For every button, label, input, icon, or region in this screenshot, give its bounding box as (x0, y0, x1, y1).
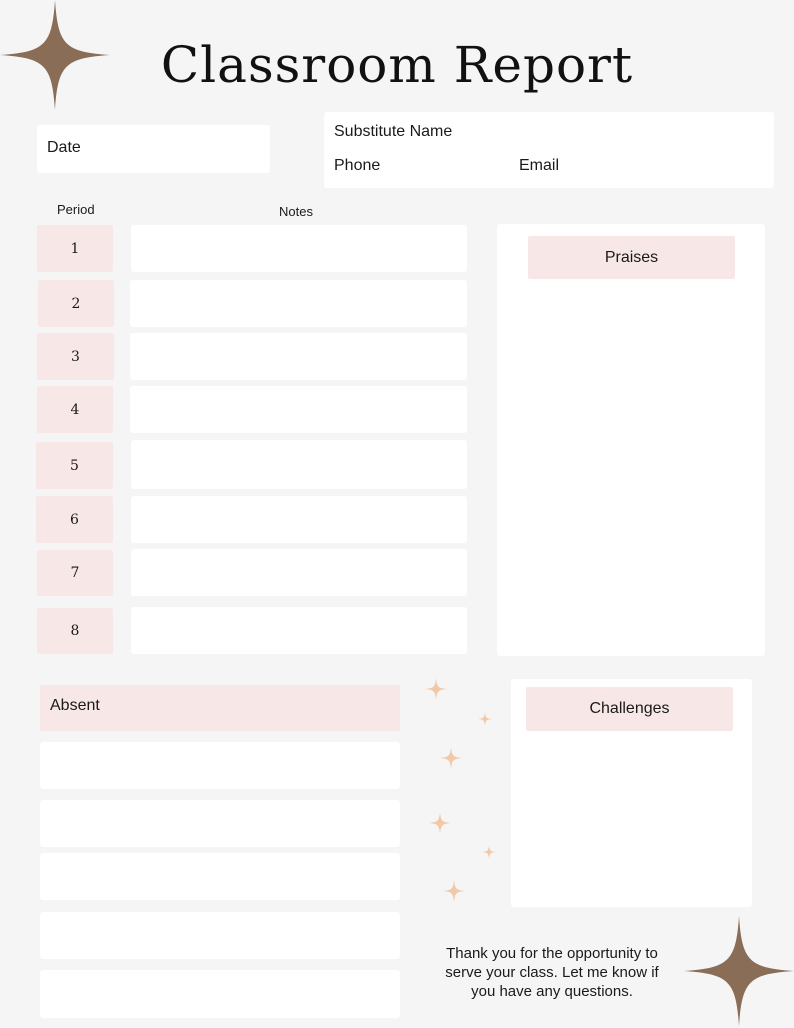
substitute-name-label: Substitute Name (334, 123, 453, 140)
period-number: 2 (38, 280, 114, 327)
period-notes-field[interactable] (131, 440, 467, 489)
period-notes-field[interactable] (130, 386, 467, 433)
period-notes-field[interactable] (130, 333, 467, 380)
star-bottom-right-icon (684, 916, 794, 1026)
absent-entry-field[interactable] (40, 800, 400, 847)
challenges-panel[interactable] (511, 679, 752, 907)
period-number: 1 (37, 225, 113, 272)
period-notes-field[interactable] (131, 225, 467, 272)
sparkle-icon (425, 678, 447, 700)
substitute-info-box[interactable] (324, 112, 774, 188)
date-label: Date (47, 139, 81, 156)
period-number: 4 (37, 386, 113, 433)
absent-entry-field[interactable] (40, 853, 400, 900)
notes-header: Notes (279, 204, 313, 219)
period-number: 6 (36, 496, 113, 543)
sparkle-icon (443, 880, 465, 902)
period-number: 8 (37, 608, 113, 654)
challenges-label: Challenges (526, 687, 733, 731)
period-notes-field[interactable] (131, 496, 467, 543)
period-number: 5 (36, 442, 113, 489)
sparkle-icon (482, 845, 496, 859)
absent-entry-field[interactable] (40, 970, 400, 1018)
period-notes-field[interactable] (131, 549, 467, 596)
date-field[interactable] (37, 125, 270, 173)
period-header: Period (57, 202, 95, 217)
sparkle-icon (429, 812, 451, 834)
absent-entry-field[interactable] (40, 912, 400, 959)
period-number: 3 (37, 333, 114, 380)
absent-label: Absent (40, 685, 400, 731)
sparkle-icon (440, 747, 462, 769)
period-number: 7 (37, 550, 113, 596)
praises-label: Praises (528, 236, 735, 279)
thank-you-note (418, 944, 686, 1001)
sparkle-icon (478, 712, 492, 726)
thank-you-line: you have any questions. (471, 983, 633, 1000)
page-title: Classroom Report (160, 36, 634, 94)
period-notes-field[interactable] (130, 280, 467, 327)
absent-entry-field[interactable] (40, 742, 400, 789)
thank-you-line: Thank you for the opportunity to (446, 945, 658, 962)
period-notes-field[interactable] (131, 607, 467, 654)
thank-you-line: serve your class. Let me know if (445, 964, 659, 981)
praises-panel[interactable] (497, 224, 765, 656)
email-label: Email (519, 157, 560, 174)
phone-label: Phone (334, 157, 381, 174)
